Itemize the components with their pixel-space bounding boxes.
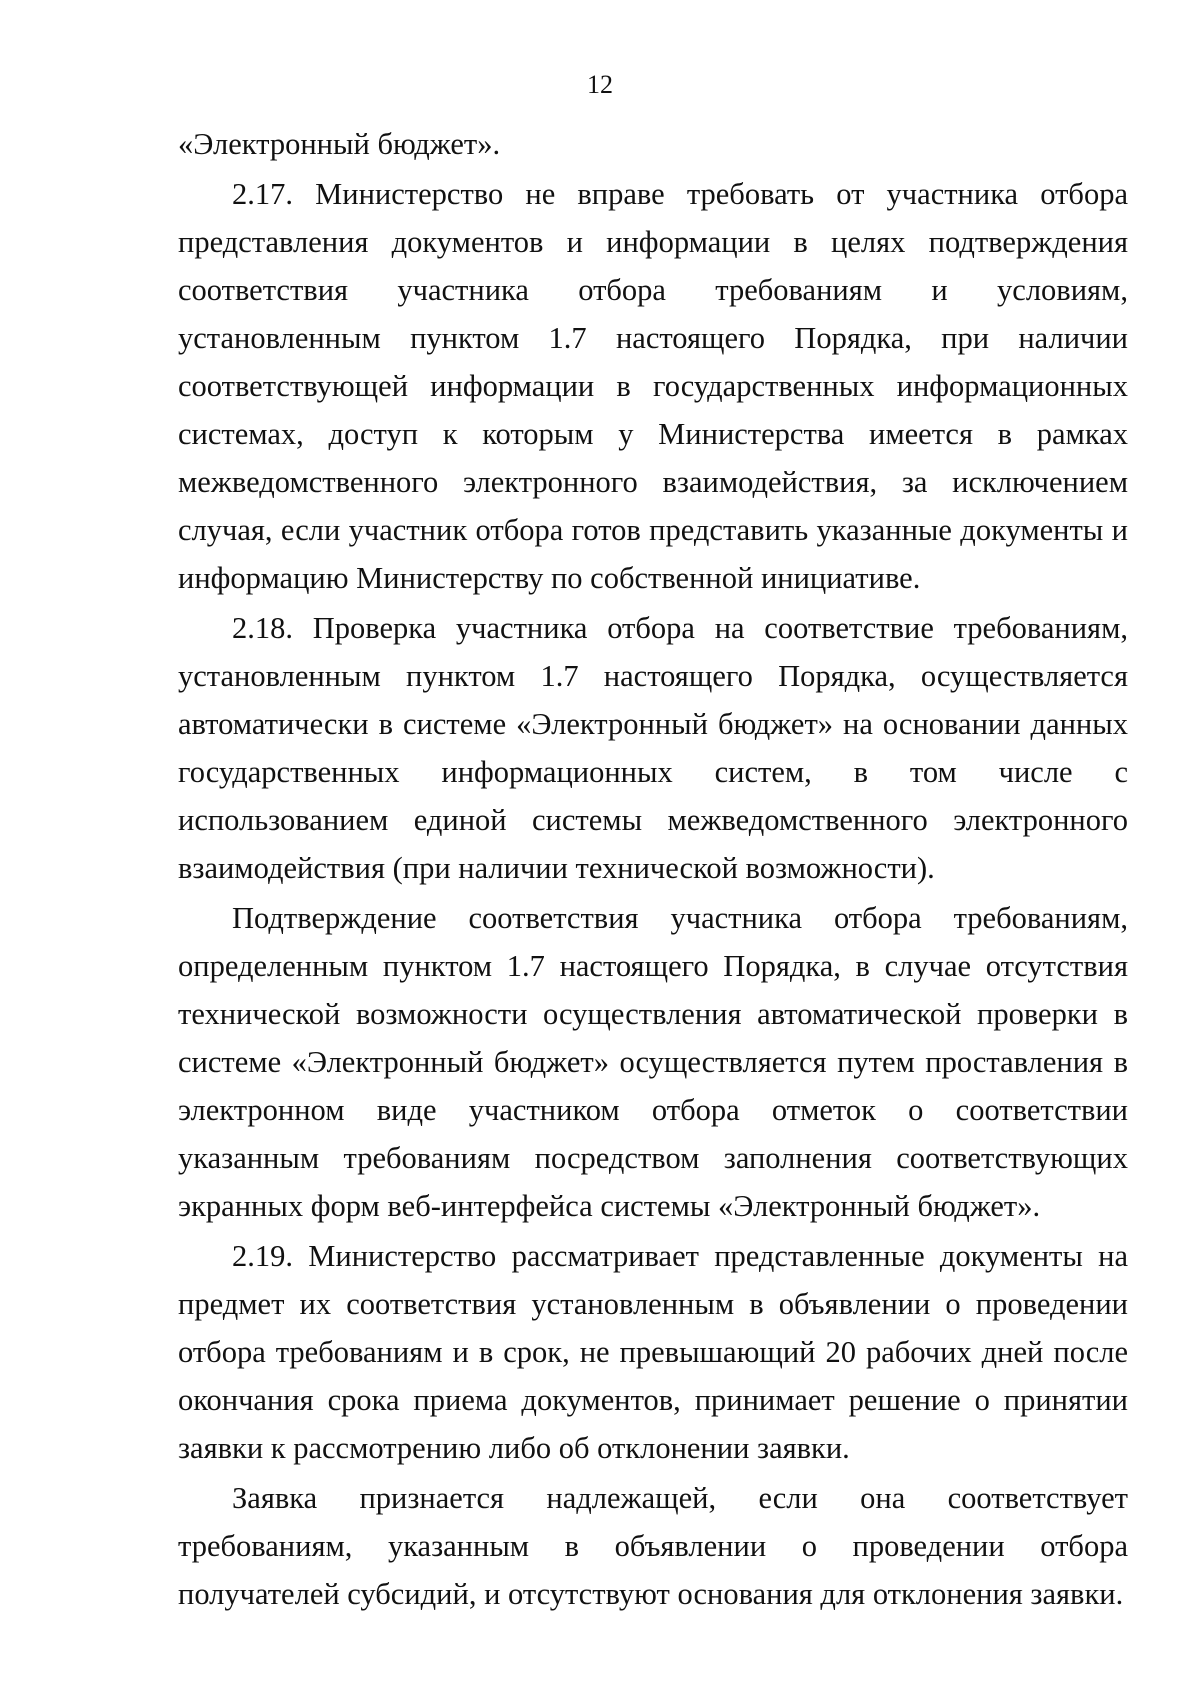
paragraph-confirmation: Подтверждение соответствия участника отбора требованиям, определенным пунктом 1.7 настоящего Порядка, в случае отсутствия технической возможности осуществления автоматической проверки в системе «Электронный бюджет» осуществляется путем проставления в электронном виде участником отбора отметок о соответствии указанным требованиям посредством заполнения соответствующих экранных форм веб-интерфейса системы «Электронный бюджет». <box>178 901 1128 1223</box>
paragraph-2-19: 2.19. Министерство рассматривает представленные документы на предмет их соответствия установленным в объявлении о проведении отбора требованиям и в срок, не превышающий 20 рабочих дней после окончания срока приема документов, принимает решение о принятии заявки к рассмотрению либо об отклонении заявки. <box>178 1239 1128 1465</box>
page-number: 12 <box>587 70 613 99</box>
paragraph-2-18: 2.18. Проверка участника отбора на соответствие требованиям, установленным пунктом 1.7 настоящего Порядка, осуществляется автоматически в системе «Электронный бюджет» на основании данных государственных информационных систем, в том числе с использованием единой системы межведомственного электронного взаимодействия (при наличии технической возможности). <box>178 611 1128 885</box>
paragraph-continuation: «Электронный бюджет». <box>178 127 501 161</box>
paragraph-application-proper: Заявка признается надлежащей, если она соответствует требованиям, указанным в объявлении о проведении отбора получателей субсидий, и отсутствуют основания для отклонения заявки. <box>178 1481 1128 1611</box>
paragraph-2-17: 2.17. Министерство не вправе требовать от участника отбора представления документов и информации в целях подтверждения соответствия участника отбора требованиям и условиям, установленным пунктом 1.7 настоящего Порядка, при наличии соответствующей информации в государственных информационных системах, доступ к которым у Министерства имеется в рамках межведомственного электронного взаимодействия, за исключением случая, если участник отбора готов представить указанные документы и информацию Министерству по собственной инициативе. <box>178 177 1128 595</box>
document-body <box>178 120 1128 1620</box>
